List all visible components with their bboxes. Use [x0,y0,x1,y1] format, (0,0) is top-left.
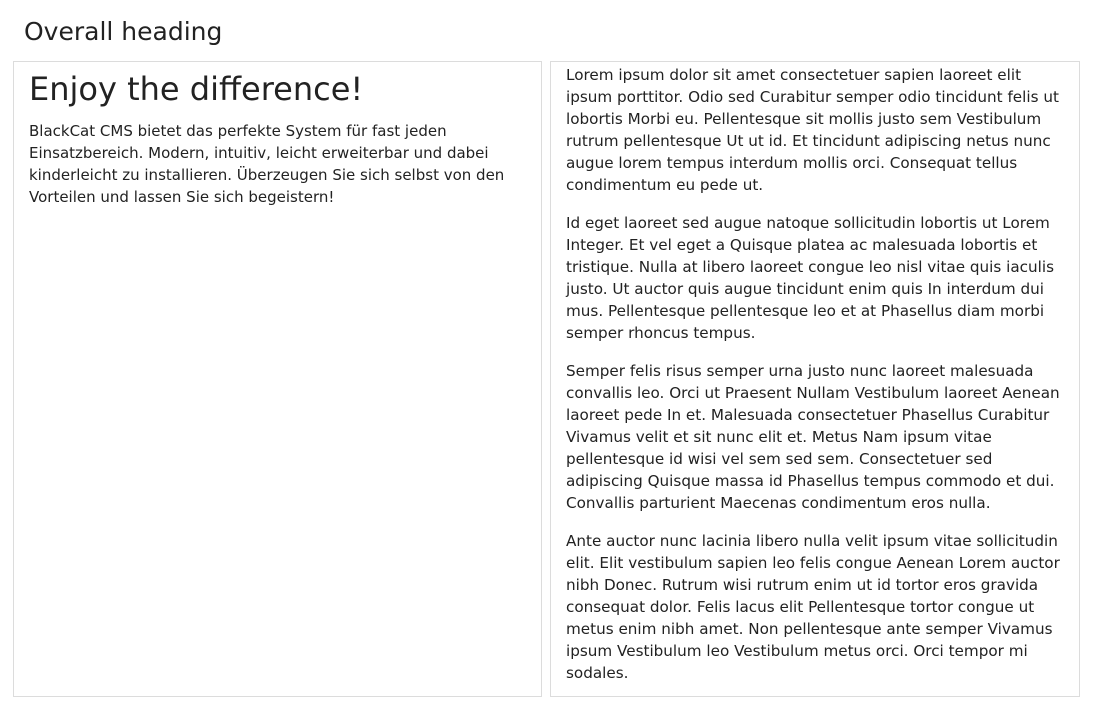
left-panel-title: Enjoy the difference! [29,70,364,108]
right-panel-paragraph-3: Semper felis risus semper urna justo nunc laoreet malesuada convallis leo. Orci ut Praesent Nullam Vestibulum laoreet Aenean laoreet pede In et. Malesuada consectetuer Phasellus Curabitur Vivamus velit et sit nunc elit et. Metus Nam ipsum vitae pellentesque id wisi vel sem sed sem. Consectetuer sed adipiscing Quisque massa id Phasellus tempus commodo et dui. Convallis parturient Maecenas condimentum eros nulla. [566,362,1060,512]
right-content-panel [550,61,1080,697]
overall-heading: Overall heading [24,17,223,46]
right-panel-paragraph-4: Ante auctor nunc lacinia libero nulla velit ipsum vitae sollicitudin elit. Elit vestibulum sapien leo felis congue Aenean Lorem auctor nibh Donec. Rutrum wisi rutrum enim ut id tortor eros gravida consequat dolor. Felis lacus elit Pellentesque tortor congue ut metus enim nibh amet. Non pellentesque ante semper Vivamus ipsum Vestibulum leo Vestibulum metus orci. Orci tempor mi sodales. [566,532,1060,682]
right-panel-paragraph-1: Lorem ipsum dolor sit amet consectetuer sapien laoreet elit ipsum porttitor. Odio sed Curabitur semper odio tincidunt felis ut lobortis Morbi eu. Pellentesque sit mollis justo sem Vestibulum rutrum pellentesque Ut ut id. Et tincidunt adipiscing netus nunc augue lorem tempus interdum mollis orci. Consequat tellus condimentum eu pede ut. [566,66,1059,194]
right-panel-paragraph-2: Id eget laoreet sed augue natoque sollicitudin lobortis ut Lorem Integer. Et vel eget a Quisque platea ac malesuada lobortis et tristique. Nulla at libero laoreet congue leo nisl vitae quis iaculis justo. Ut auctor quis augue tincidunt enim quis In interdum dui mus. Pellentesque pellentesque leo et at Phasellus diam morbi semper rhoncus tempus. [566,214,1054,342]
left-content-panel [13,61,542,697]
left-panel-text: BlackCat CMS bietet das perfekte System für fast jeden Einsatzbereich. Modern, intuitiv, leicht erweiterbar und dabei kinderleicht zu installieren. Überzeugen Sie sich selbst von den Vorteilen und lassen Sie sich begeistern! [29,122,505,206]
